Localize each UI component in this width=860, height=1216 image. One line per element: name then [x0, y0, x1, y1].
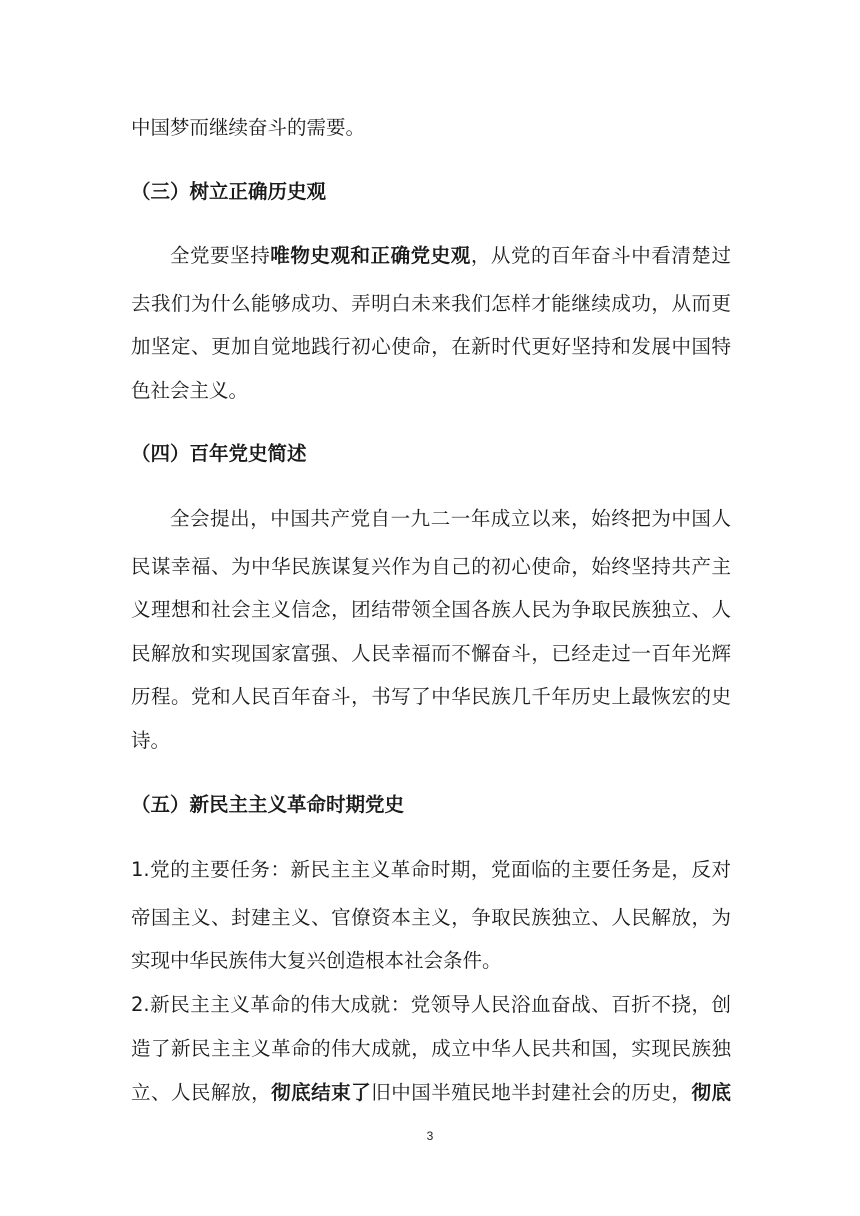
paragraph-line: 去我们为什么能够成功、弄明白未来我们怎样才能继续成功，从而更 — [131, 292, 731, 315]
paragraph-line: 全会提出，中国共产党自一九二一年成立以来，始终把为中国人 — [170, 507, 731, 530]
list-item-line: 造了新民主主义革命的伟大成就，成立中华人民共和国，实现民族独 — [131, 1037, 731, 1060]
list-item-line: 2.新民主主义革命的伟大成就：党领导人民浴血奋战、百折不挠，创 — [131, 993, 731, 1016]
bold-text: 彻底 — [691, 1081, 731, 1104]
paragraph-line: 历程。党和人民百年奋斗，书写了中华民族几千年历史上最恢宏的史 — [131, 685, 731, 708]
list-item-line — [131, 1079, 731, 1107]
paragraph-line — [131, 242, 731, 270]
bold-text: 彻底结束了 — [271, 1081, 372, 1104]
section-heading-3: （三）树立正确历史观 — [131, 180, 327, 203]
list-item-line: 帝国主义、封建主义、官僚资本主义，争取民族独立、人民解放，为 — [131, 906, 731, 929]
paragraph-line: 诗。 — [131, 729, 171, 752]
text-run: 旧中国半殖民地半封建社会的历史， — [371, 1081, 692, 1104]
paragraph-line: 加坚定、更加自觉地践行初心使命，在新时代更好坚持和发展中国特 — [131, 335, 731, 358]
section-heading-5: （五）新民主主义革命时期党史 — [131, 793, 405, 816]
paragraph-line: 民解放和实现国家富强、人民幸福而不懈奋斗，已经走过一百年光辉 — [131, 642, 731, 665]
paragraph-line: 民谋幸福、为中华民族谋复兴作为自己的初心使命，始终坚持共产主 — [131, 555, 731, 578]
page-number: 3 — [426, 1129, 434, 1143]
section-heading-4: （四）百年党史简述 — [131, 442, 307, 465]
bold-text: 唯物史观和正确党史观 — [270, 244, 471, 267]
paragraph-line: 色社会主义。 — [131, 379, 249, 402]
list-item-line: 实现中华民族伟大复兴创造根本社会条件。 — [131, 949, 502, 972]
text-run: ，从党的百年奋斗中看清楚过 — [470, 244, 731, 267]
paragraph-line: 义理想和社会主义信念，团结带领全国各族人民为争取民族独立、人 — [131, 598, 731, 621]
paragraph-line: 中国梦而继续奋斗的需要。 — [131, 116, 366, 139]
text-run: 立、人民解放， — [131, 1081, 272, 1104]
list-item-line: 1.党的主要任务：新民主主义革命时期，党面临的主要任务是，反对 — [131, 858, 731, 881]
text-run: 全党要坚持 — [170, 244, 271, 267]
